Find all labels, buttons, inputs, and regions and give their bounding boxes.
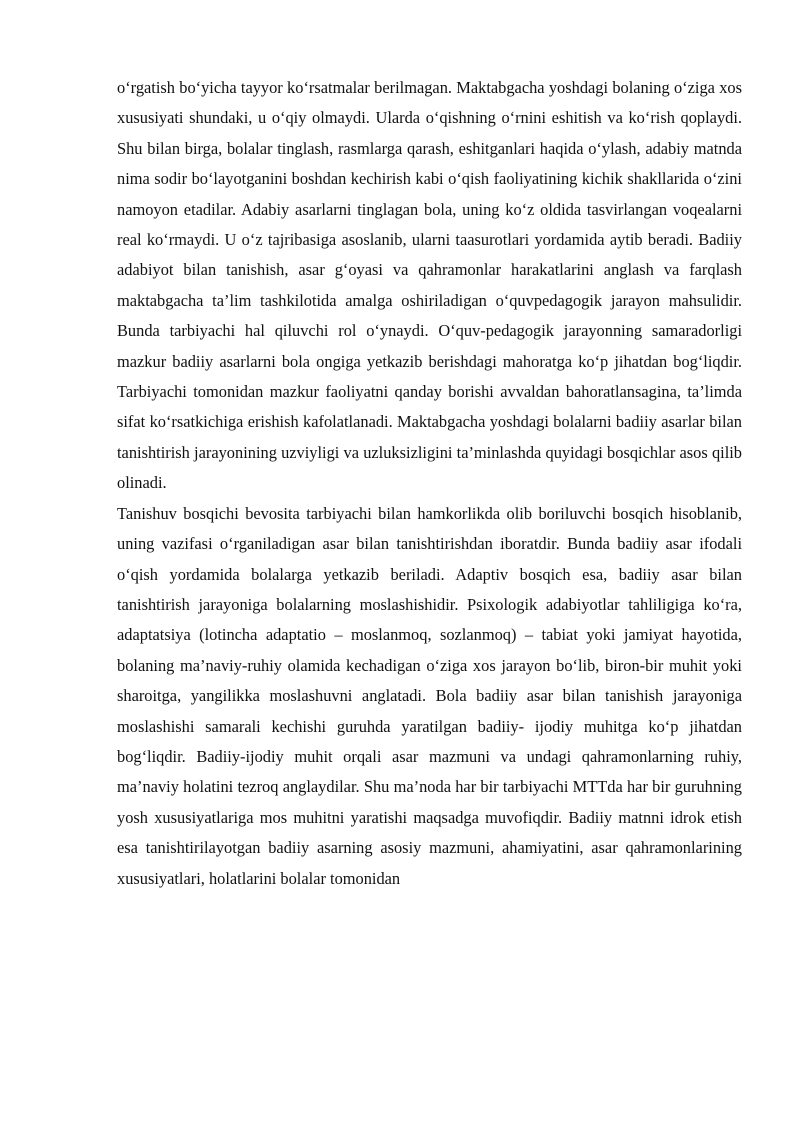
paragraph-2: Tanishuv bosqichi bevosita tarbiyachi bilan hamkorlikda olib boriluvchi bosqich hisoblanib, uning vazifasi o‘rganiladigan asar bilan tanishtirishdan iboratdir. Bunda badiiy asar ifodali o‘qish yordamida bolalarga yetkazib beriladi. Adaptiv bosqich esa, badiiy asar bilan tanishtirish jarayoniga bolalarning moslashishidir. Psixologik adabiyotlar tahliligiga ko‘ra, adaptatsiya (lotincha adaptatio – moslanmoq, sozlanmoq) – tabiat yoki jamiyat hayotida, bolaning ma’naviy-ruhiy olamida kechadigan o‘ziga xos jarayon bo‘lib, biron-bir muhit yoki sharoitga, yangilikka moslashuvni anglatadi. Bola badiiy asar bilan tanishish jarayoniga moslashishi samarali kechishi guruhda yaratilgan badiiy- ijodiy muhitga ko‘p jihatdan bog‘liqdir. Badiiy-ijodiy muhit orqali asar mazmuni va undagi qahramonlarning ruhiy, ma’naviy holatini tezroq anglaydilar. Shu ma’noda har bir tarbiyachi MTTda har bir guruhning yosh xususiyatlariga mos muhitni yaratishi maqsadga muvofiqdir. Badiiy matnni idrok etish esa tanishtirilayotgan badiiy asarning asosiy mazmuni, ahamiyatini, asar qahramonlarining xususiyatlari, holatlarini bolalar tomonidan bbox=[117, 503, 742, 888]
body-text bbox=[117, 73, 742, 894]
paragraph-1: o‘rgatish bo‘yicha tayyor ko‘rsatmalar berilmagan. Maktabgacha yoshdagi bolaning o‘ziga xos xususiyati shundaki, u o‘qiy olmaydi. Ularda o‘qishning o‘rnini eshitish va ko‘rish qoplaydi. Shu bilan birga, bolalar tinglash, rasmlarga qarash, eshitganlari haqida o‘ylash, adabiy matnda nima sodir bo‘layotganini boshdan kechirish kabi o‘qish faoliyatining kichik shakllarida o‘zini namoyon etadilar. Adabiy asarlarni tinglagan bola, uning ko‘z oldida tasvirlangan voqealarni real ko‘rmaydi. U o‘z tajribasiga asoslanib, ularni taasurotlari yordamida aytib beradi. Badiiy adabiyot bilan tanishish, asar g‘oyasi va qahramonlar harakatlarini anglash va farqlash maktabgacha ta’lim tashkilotida amalga oshiriladigan o‘quvpedagogik jarayon mahsulidir. Bunda tarbiyachi hal qiluvchi rol o‘ynaydi. O‘quv-pedagogik jarayonning samaradorligi mazkur badiiy asarlarni bola ongiga yetkazib berishdagi mahoratga ko‘p jihatdan bog‘liqdir. Tarbiyachi tomonidan mazkur faoliyatni qanday borishi avvaldan bahoratlansagina, ta’limda sifat ko‘rsatkichiga erishish kafolatlanadi. Maktabgacha yoshdagi bolalarni badiiy asarlar bilan tanishtirish jarayonining uzviyligi va uzluksizligini ta’minlashda quyidagi bosqichlar asos qilib olinadi. bbox=[117, 78, 742, 493]
